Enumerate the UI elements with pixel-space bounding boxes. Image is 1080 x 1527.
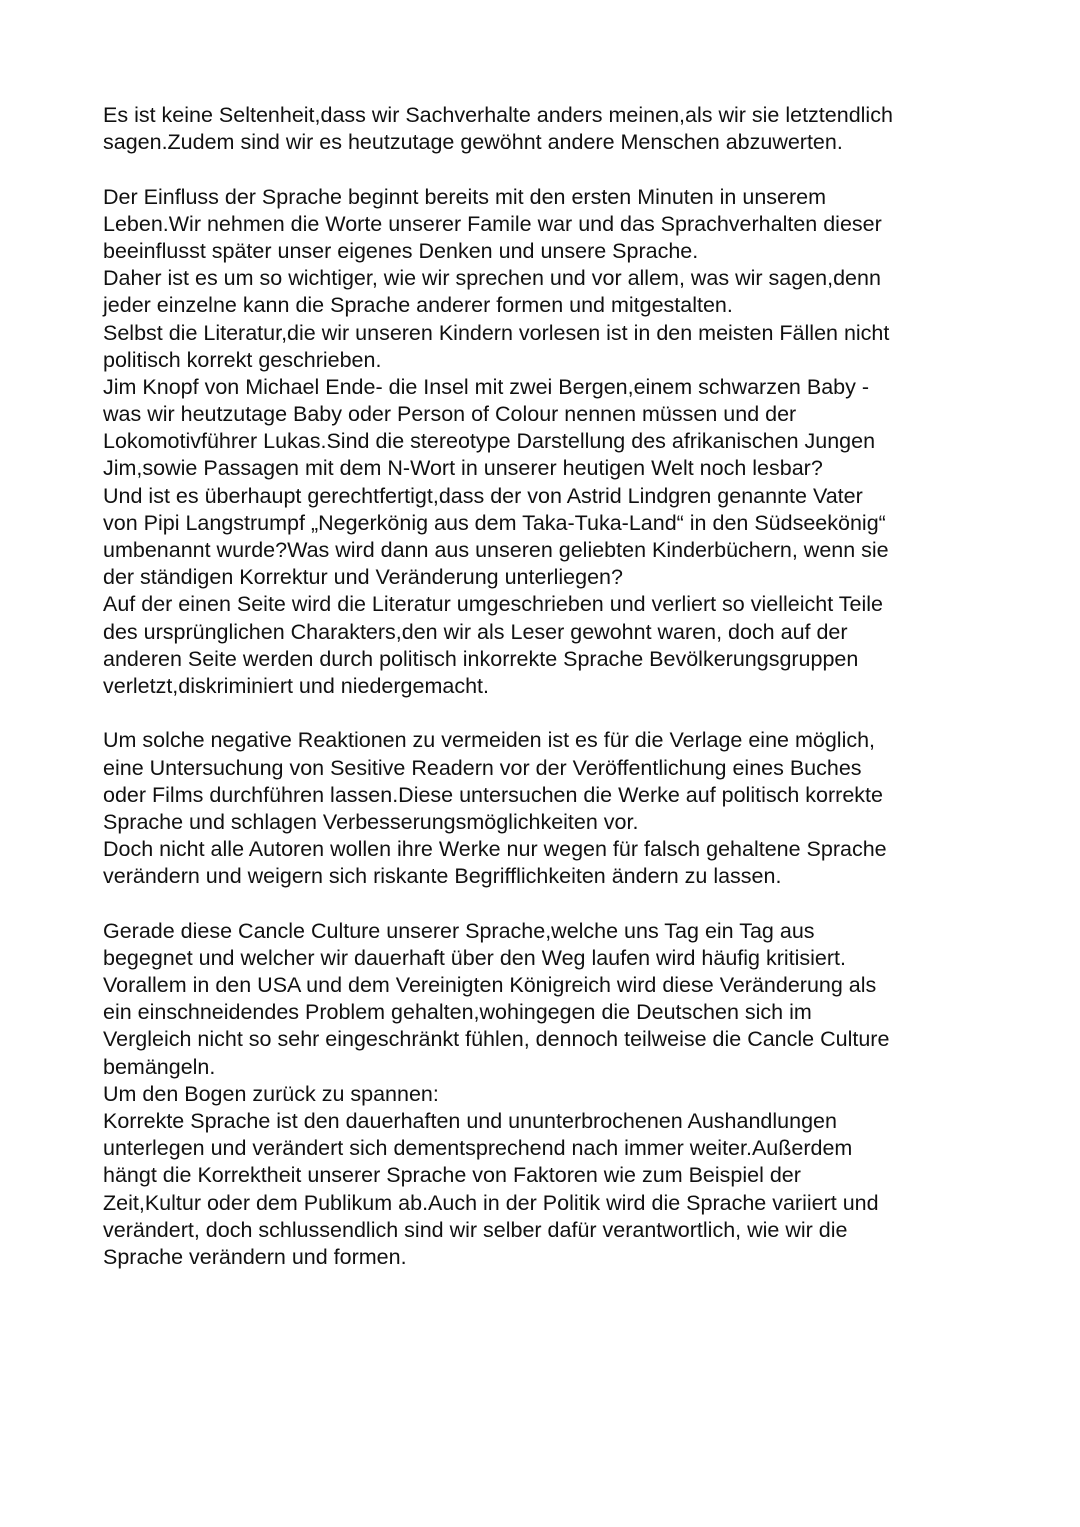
text-line: ein einschneidendes Problem gehalten,wohingegen die Deutschen sich im <box>103 1000 812 1025</box>
text-line: politisch korrekt geschrieben. <box>103 347 382 372</box>
text-line: Sprache verändern und formen. <box>103 1244 407 1269</box>
paragraph <box>103 184 1003 701</box>
text-line: oder Films durchführen lassen.Diese untersuchen die Werke auf politisch korrekte <box>103 782 883 807</box>
text-line: Daher ist es um so wichtiger, wie wir sprechen und vor allem, was wir sagen,denn <box>103 266 881 291</box>
text-line: umbenannt wurde?Was wird dann aus unseren geliebten Kinderbüchern, wenn sie <box>103 538 889 562</box>
text-line: Vorallem in den USA und dem Vereinigten Königreich wird diese Veränderung als <box>103 973 877 997</box>
text-line: Auf der einen Seite wird die Literatur umgeschrieben und verliert so vielleicht Teile <box>103 592 883 617</box>
text-line: bemängeln. <box>103 1054 216 1079</box>
text-line: sagen.Zudem sind wir es heutzutage gewöhnt andere Menschen abzuwerten. <box>103 130 843 155</box>
essay-body <box>103 102 1003 1271</box>
text-line: Jim,sowie Passagen mit dem N-Wort in unserer heutigen Welt noch lesbar? <box>103 456 823 481</box>
text-line: Sprache und schlagen Verbesserungsmöglichkeiten vor. <box>103 809 639 834</box>
text-line: Und ist es überhaupt gerechtfertigt,dass der von Astrid Lindgren genannte Vater <box>103 483 863 508</box>
text-line: von Pipi Langstrumpf „Negerkönig aus dem Taka-Tuka-Land“ in den Südseekönig“ <box>103 510 886 535</box>
text-line: Vergleich nicht so sehr eingeschränkt fühlen, dennoch teilweise die Cancle Culture <box>103 1027 890 1052</box>
text-line: was wir heutzutage Baby oder Person of Colour nennen müssen und der <box>103 402 797 427</box>
text-line: Lokomotivführer Lukas.Sind die stereotype Darstellung des afrikanischen Jungen <box>103 429 876 454</box>
text-line: anderen Seite werden durch politisch inkorrekte Sprache Bevölkerungsgruppen <box>103 646 859 671</box>
text-line: verändert, doch schlussendlich sind wir selber dafür verantwortlich, wie wir die <box>103 1217 848 1242</box>
text-line: des ursprünglichen Charakters,den wir als Leser gewohnt waren, doch auf der <box>103 619 848 644</box>
paragraph <box>103 102 1003 156</box>
text-line: Gerade diese Cancle Culture unserer Sprache,welche uns Tag ein Tag aus <box>103 918 815 943</box>
text-line: verändern und weigern sich riskante Begrifflichkeiten ändern zu lassen. <box>103 864 782 889</box>
text-line: Jim Knopf von Michael Ende- die Insel mit zwei Bergen,einem schwarzen Baby - <box>103 374 869 399</box>
text-line: der ständigen Korrektur und Veränderung unterliegen? <box>103 565 623 590</box>
text-line: eine Untersuchung von Sesitive Readern vor der Veröffentlichung eines Buches <box>103 755 862 780</box>
text-line: verletzt,diskriminiert und niedergemacht. <box>103 673 489 698</box>
paragraph <box>103 918 1003 1271</box>
text-line: Doch nicht alle Autoren wollen ihre Werke nur wegen für falsch gehaltene Sprache <box>103 837 887 862</box>
text-line: Korrekte Sprache ist den dauerhaften und ununterbrochenen Aushandlungen <box>103 1108 837 1133</box>
text-line: Der Einfluss der Sprache beginnt bereits mit den ersten Minuten in unserem <box>103 184 827 209</box>
text-line: Um solche negative Reaktionen zu vermeiden ist es für die Verlage eine möglich, <box>103 728 876 753</box>
text-line: Selbst die Literatur,die wir unseren Kindern vorlesen ist in den meisten Fällen nicht <box>103 320 890 345</box>
text-line: Um den Bogen zurück zu spannen: <box>103 1081 439 1106</box>
paragraph-spacer <box>103 890 1003 917</box>
text-line: Es ist keine Seltenheit,dass wir Sachverhalte anders meinen,als wir sie letztendlich <box>103 103 893 127</box>
paragraph <box>103 727 1003 890</box>
text-line: unterlegen und verändert sich dementsprechend nach immer weiter.Außerdem <box>103 1136 853 1161</box>
text-line: Zeit,Kultur oder dem Publikum ab.Auch in der Politik wird die Sprache variiert und <box>103 1190 879 1215</box>
text-line: beeinflusst später unser eigenes Denken und unsere Sprache. <box>103 238 699 263</box>
text-line: hängt die Korrektheit unserer Sprache von Faktoren wie zum Beispiel der <box>103 1163 801 1188</box>
text-line: jeder einzelne kann die Sprache anderer formen und mitgestalten. <box>103 293 733 318</box>
paragraph-spacer <box>103 156 1003 183</box>
paragraph-spacer <box>103 700 1003 727</box>
text-line: begegnet und welcher wir dauerhaft über den Weg laufen wird häufig kritisiert. <box>103 945 846 970</box>
text-line: Leben.Wir nehmen die Worte unserer Famile war und das Sprachverhalten dieser <box>103 211 882 236</box>
